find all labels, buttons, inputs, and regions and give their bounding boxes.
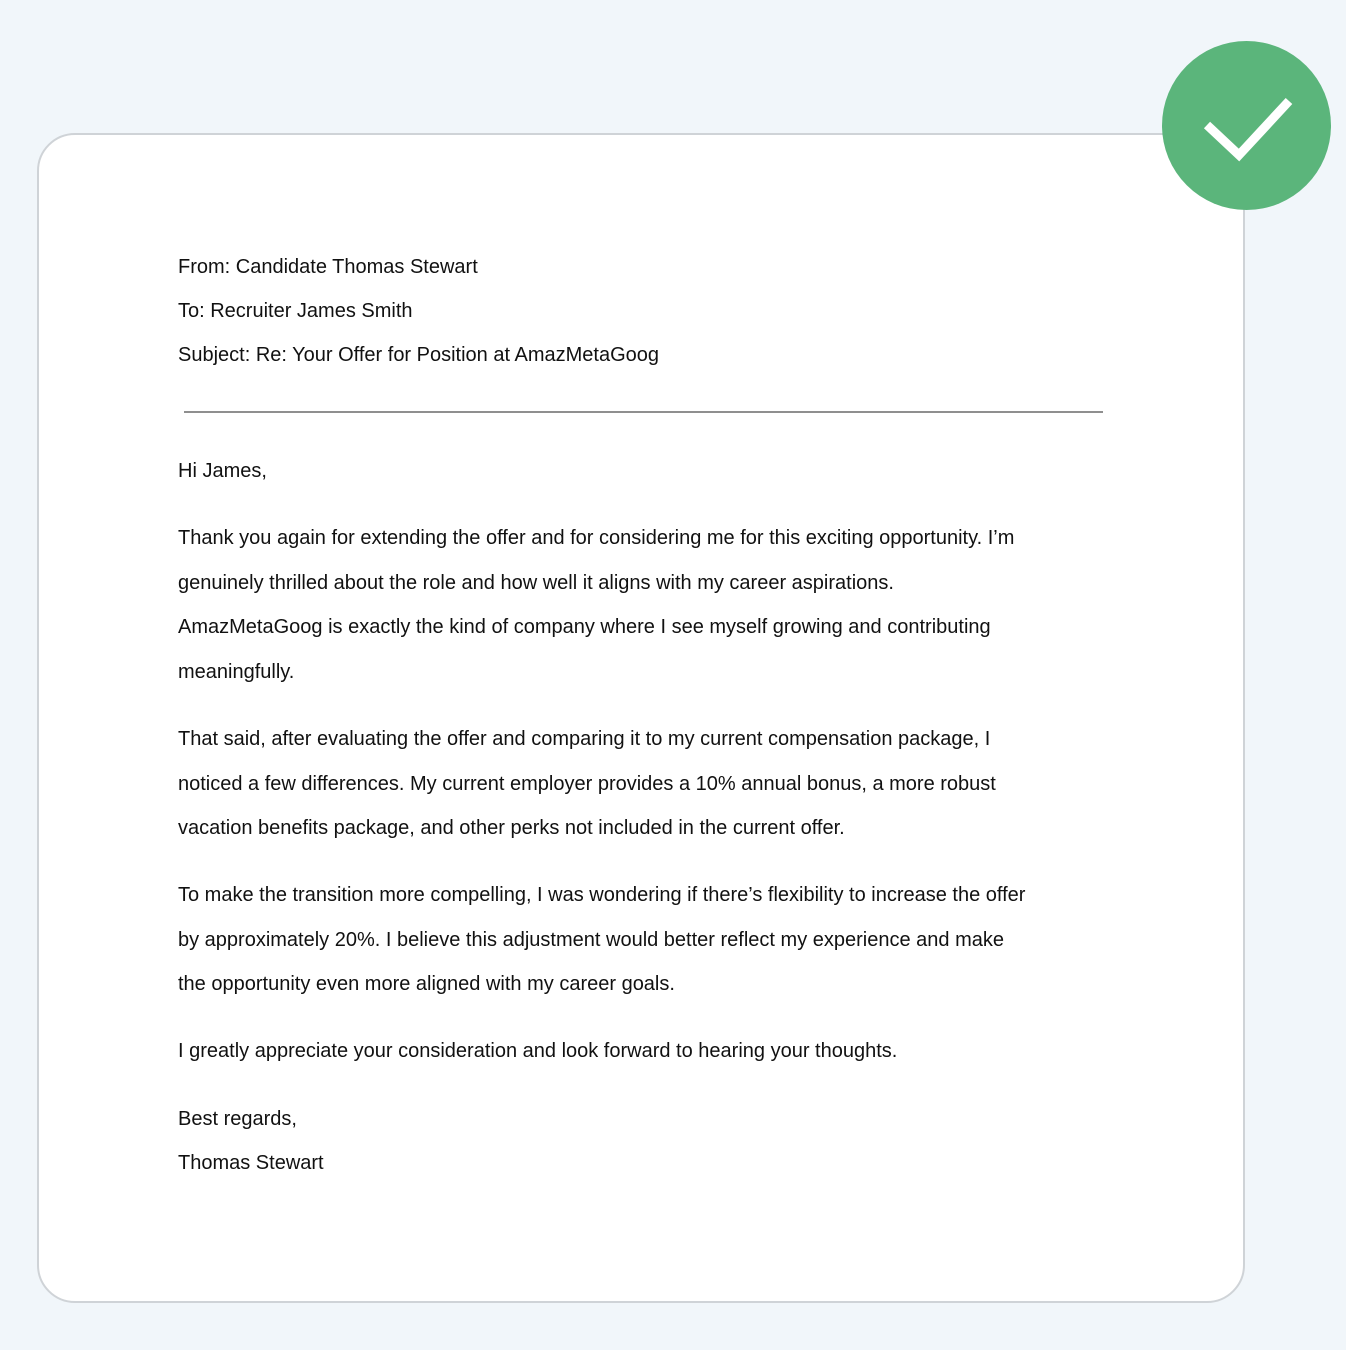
paragraph-line: the opportunity even more aligned with my career goals. bbox=[178, 973, 675, 995]
paragraph-line: genuinely thrilled about the role and how well it aligns with my career aspirations. bbox=[178, 571, 894, 594]
paragraph-line: I greatly appreciate your consideration and look forward to hearing your thoughts. bbox=[178, 1040, 898, 1062]
body-paragraph-4 bbox=[178, 1029, 897, 1074]
body-paragraph-3 bbox=[178, 873, 1025, 1007]
email-subject: Subject: Re: Your Offer for Position at AmazMetaGoog bbox=[178, 344, 660, 366]
signature-name: Thomas Stewart bbox=[178, 1152, 324, 1174]
closing-phrase: Best regards, bbox=[178, 1108, 297, 1130]
body-paragraph-2 bbox=[178, 717, 996, 851]
email-signature bbox=[178, 1097, 324, 1185]
email-greeting: Hi James, bbox=[178, 460, 267, 482]
header-divider bbox=[184, 411, 1103, 413]
paragraph-line: by approximately 20%. I believe this adjustment would better reflect my experience and make bbox=[178, 928, 1004, 951]
email-from: From: Candidate Thomas Stewart bbox=[178, 256, 478, 278]
email-card bbox=[37, 133, 1245, 1303]
email-content bbox=[178, 245, 1118, 1174]
body-paragraph-1 bbox=[178, 516, 1014, 694]
paragraph-line: That said, after evaluating the offer and comparing it to my current compensation package, I bbox=[178, 728, 991, 750]
paragraph-line: AmazMetaGoog is exactly the kind of company where I see myself growing and contributing bbox=[178, 616, 991, 638]
paragraph-line: Thank you again for extending the offer and for considering me for this exciting opportunity. I’m bbox=[178, 527, 1015, 549]
paragraph-line: noticed a few differences. My current employer provides a 10% annual bonus, a more robust bbox=[178, 772, 996, 795]
checkmark-icon bbox=[1162, 41, 1331, 210]
paragraph-line: meaningfully. bbox=[178, 660, 295, 683]
email-to: To: Recruiter James Smith bbox=[178, 300, 413, 322]
approved-badge bbox=[1162, 41, 1331, 210]
paragraph-line: To make the transition more compelling, I was wondering if there’s flexibility to increase the offer bbox=[178, 884, 1026, 906]
paragraph-line: vacation benefits package, and other perks not included in the current offer. bbox=[178, 817, 845, 839]
